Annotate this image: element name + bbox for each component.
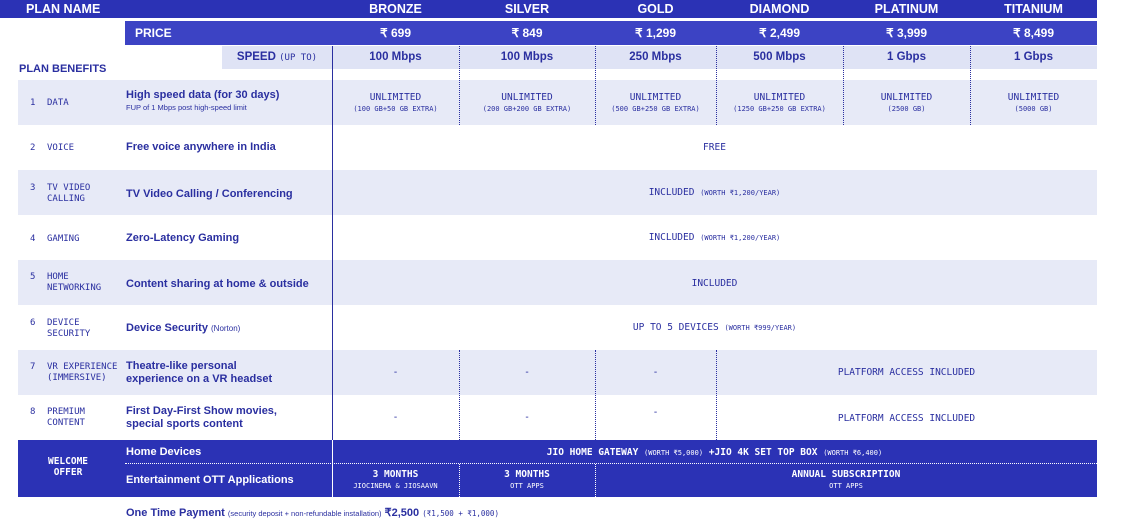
voice-value: FREE xyxy=(703,142,726,153)
benefit-note: FUP of 1 Mbps post high-speed limit xyxy=(126,103,247,112)
row-num: 2 xyxy=(30,143,36,153)
speed-silver: 100 Mbps xyxy=(500,51,554,63)
welcome-offer-label: WELCOME OFFER xyxy=(47,456,89,478)
row-num: 3 xyxy=(30,183,36,193)
row-category: TV VIDEO CALLING xyxy=(47,183,91,204)
home-devices-label: Home Devices xyxy=(126,446,202,458)
row-num: 8 xyxy=(30,407,36,417)
price-gold: ₹ 1,299 xyxy=(635,26,676,40)
plan-bronze: BRONZE xyxy=(369,2,422,16)
data-silver: UNLIMITED (200 GB+200 GB EXTRA) xyxy=(482,92,572,113)
plan-diamond: DIAMOND xyxy=(749,2,810,16)
row-benefit: TV Video Calling / Conferencing xyxy=(126,188,293,200)
plan-titanium: TITANIUM xyxy=(1004,2,1063,16)
data-diamond: UNLIMITED (1250 GB+250 GB EXTRA) xyxy=(733,92,826,113)
home-devices-value: JIO HOME GATEWAY (WORTH ₹5,000) +JIO 4K SET TOP BOX (WORTH ₹6,400) xyxy=(546,447,883,458)
plan-platinum: PLATINUM xyxy=(874,2,939,16)
row-num: 6 xyxy=(30,318,36,328)
tv-calling-value: INCLUDED (WORTH ₹1,200/YEAR) xyxy=(648,187,781,198)
vr-bronze: - xyxy=(393,367,398,378)
row-benefit: Device Security (Norton) xyxy=(126,322,241,334)
plan-silver: SILVER xyxy=(504,2,550,16)
row-num: 4 xyxy=(30,234,36,244)
price-diamond: ₹ 2,499 xyxy=(759,26,800,40)
premium-gold: - xyxy=(653,407,658,418)
vr-silver: - xyxy=(525,367,529,378)
premium-bronze: - xyxy=(393,412,398,423)
premium-value: PLATFORM ACCESS INCLUDED xyxy=(837,413,976,424)
gaming-value: INCLUDED (WORTH ₹1,200/YEAR) xyxy=(648,232,781,243)
plan-name-label: PLAN NAME xyxy=(26,2,101,16)
data-bronze: UNLIMITED (100 GB+50 GB EXTRA) xyxy=(353,92,438,113)
row-benefit: Content sharing at home & outside xyxy=(126,278,309,290)
one-time-payment xyxy=(126,506,499,519)
row-num: 5 xyxy=(30,272,36,282)
data-platinum: UNLIMITED (2500 GB) xyxy=(880,92,933,113)
speed-diamond: 500 Mbps xyxy=(753,51,806,63)
speed-bronze: 100 Mbps xyxy=(369,51,422,63)
vr-gold: - xyxy=(653,367,658,378)
one-time-payment-breakdown: (₹1,500 + ₹1,000) xyxy=(422,509,499,518)
col-divider-vr-1 xyxy=(459,350,460,440)
row-num: 7 xyxy=(30,362,36,372)
price-silver: ₹ 849 xyxy=(511,26,543,40)
row-num: 1 xyxy=(30,98,36,108)
row-category: PREMIUM CONTENT xyxy=(47,407,85,428)
ott-label: Entertainment OTT Applications xyxy=(126,474,294,486)
row-benefit: Zero-Latency Gaming xyxy=(126,232,240,244)
row-benefit: Theatre-like personal experience on a VR headset xyxy=(126,360,273,385)
benefit-title: High speed data (for 30 days) xyxy=(126,89,280,101)
row-category: VOICE xyxy=(47,143,75,153)
row-category: VR EXPERIENCE (IMMERSIVE) xyxy=(47,362,118,383)
row-category: DEVICE SECURITY xyxy=(47,318,91,339)
speed-titanium: 1 Gbps xyxy=(1014,51,1053,63)
col-divider-vr-2 xyxy=(595,350,596,440)
data-gold: UNLIMITED (500 GB+250 GB EXTRA) xyxy=(611,92,700,113)
speed-gold: 250 Mbps xyxy=(629,51,682,63)
plan-benefits-label: PLAN BENEFITS xyxy=(19,63,107,75)
price-label: PRICE xyxy=(135,26,172,40)
vr-value: PLATFORM ACCESS INCLUDED xyxy=(837,367,976,378)
price-titanium: ₹ 8,499 xyxy=(1013,26,1054,40)
price-platinum: ₹ 3,999 xyxy=(886,26,927,40)
ott-silver: 3 MONTHS OTT APPS xyxy=(504,469,550,490)
row-benefit: First Day-First Show movies, special sports content xyxy=(126,405,277,430)
speed-platinum: 1 Gbps xyxy=(887,51,926,63)
row-benefit: Free voice anywhere in India xyxy=(126,141,276,153)
col-divider-vr-3 xyxy=(716,350,717,440)
row-category: GAMING xyxy=(47,234,80,244)
one-time-payment-label: One Time Payment xyxy=(126,507,225,519)
welcome-divider xyxy=(125,463,1097,464)
premium-silver: - xyxy=(525,412,529,423)
row-benefit xyxy=(126,89,326,113)
one-time-payment-amount: ₹2,500 xyxy=(384,507,420,519)
row-category: DATA xyxy=(47,98,69,108)
one-time-payment-note: (security deposit + non-refundable installation) xyxy=(227,509,382,518)
ott-higher-plans: ANNUAL SUBSCRIPTION OTT APPS xyxy=(791,469,901,490)
device-security-value: UP TO 5 DEVICES (WORTH ₹999/YEAR) xyxy=(632,322,797,333)
home-networking-value: INCLUDED xyxy=(691,278,738,289)
price-bronze: ₹ 699 xyxy=(380,26,411,40)
speed-label-note: (UP TO) xyxy=(279,53,318,63)
data-titanium: UNLIMITED (5000 GB) xyxy=(1007,92,1060,113)
row-category: HOME NETWORKING xyxy=(47,272,102,293)
speed-label: SPEED (UP TO) xyxy=(236,51,318,63)
plan-gold: GOLD xyxy=(637,2,674,16)
ott-bronze: 3 MONTHS JIOCINEMA & JIOSAAVN xyxy=(353,469,438,490)
